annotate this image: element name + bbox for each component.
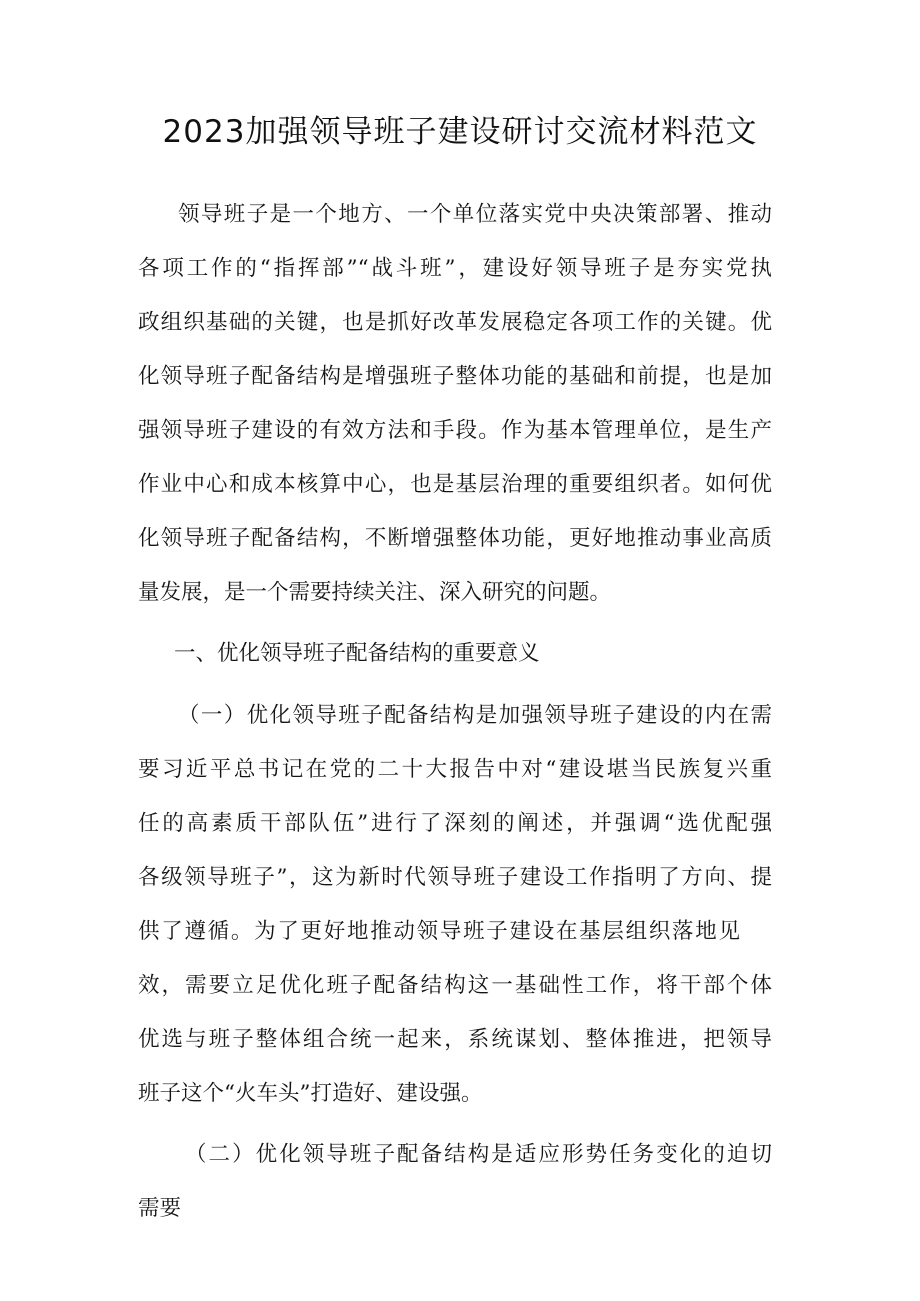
paragraph-line: 供了遵循。为了更好地推动领导班子建设在基层组织落地见: [138, 919, 740, 944]
paragraph-line: 各级领导班子”，这为新时代领导班子建设工作指明了方向、提: [138, 865, 772, 890]
paragraph-line: 强领导班子建设的有效方法和手段。作为基本管理单位，是生产: [138, 418, 772, 443]
paragraph-line: 量发展，是一个需要持续关注、深入研究的问题。: [138, 580, 612, 605]
paragraph-line: 作业中心和成本核算中心，也是基层治理的重要组织者。如何优: [138, 472, 772, 497]
section-heading: 一、优化领导班子配备结构的重要意义: [174, 641, 540, 666]
paragraph-line: 需要: [138, 1196, 182, 1221]
paragraph-line: 优选与班子整体组合统一起来，系统谋划、整体推进，把领导: [138, 1027, 772, 1052]
paragraph-line: 化领导班子配备结构，不断增强整体功能，更好地推动事业高质: [138, 526, 772, 551]
paragraph-line: 任的高素质干部队伍”进行了深刻的阐述，并强调“选优配强: [138, 811, 772, 836]
paragraph-line: 领导班子是一个地方、一个单位落实党中央决策部署、推动: [178, 202, 772, 227]
paragraph-line: （二）优化领导班子配备结构是适应形势任务变化的迫切: [185, 1142, 772, 1167]
paragraph-line: 效，需要立足优化班子配备结构这一基础性工作，将干部个体: [138, 973, 772, 998]
document-title: 2023加强领导班子建设研讨交流材料范文: [162, 114, 758, 150]
paragraph-line: 班子这个“火车头”打造好、建设强。: [138, 1081, 483, 1106]
paragraph-line: 各项工作的“指挥部”“战斗班”，建设好领导班子是夯实党执: [138, 256, 772, 281]
paragraph-line: （一）优化领导班子配备结构是加强领导班子建设的内在需: [178, 703, 772, 728]
paragraph-line: 化领导班子配备结构是增强班子整体功能的基础和前提，也是加: [138, 364, 772, 389]
paragraph-line: 政组织基础的关键，也是抓好改革发展稳定各项工作的关键。优: [138, 310, 772, 335]
paragraph-line: 要习近平总书记在党的二十大报告中对“建设堪当民族复兴重: [138, 757, 772, 782]
